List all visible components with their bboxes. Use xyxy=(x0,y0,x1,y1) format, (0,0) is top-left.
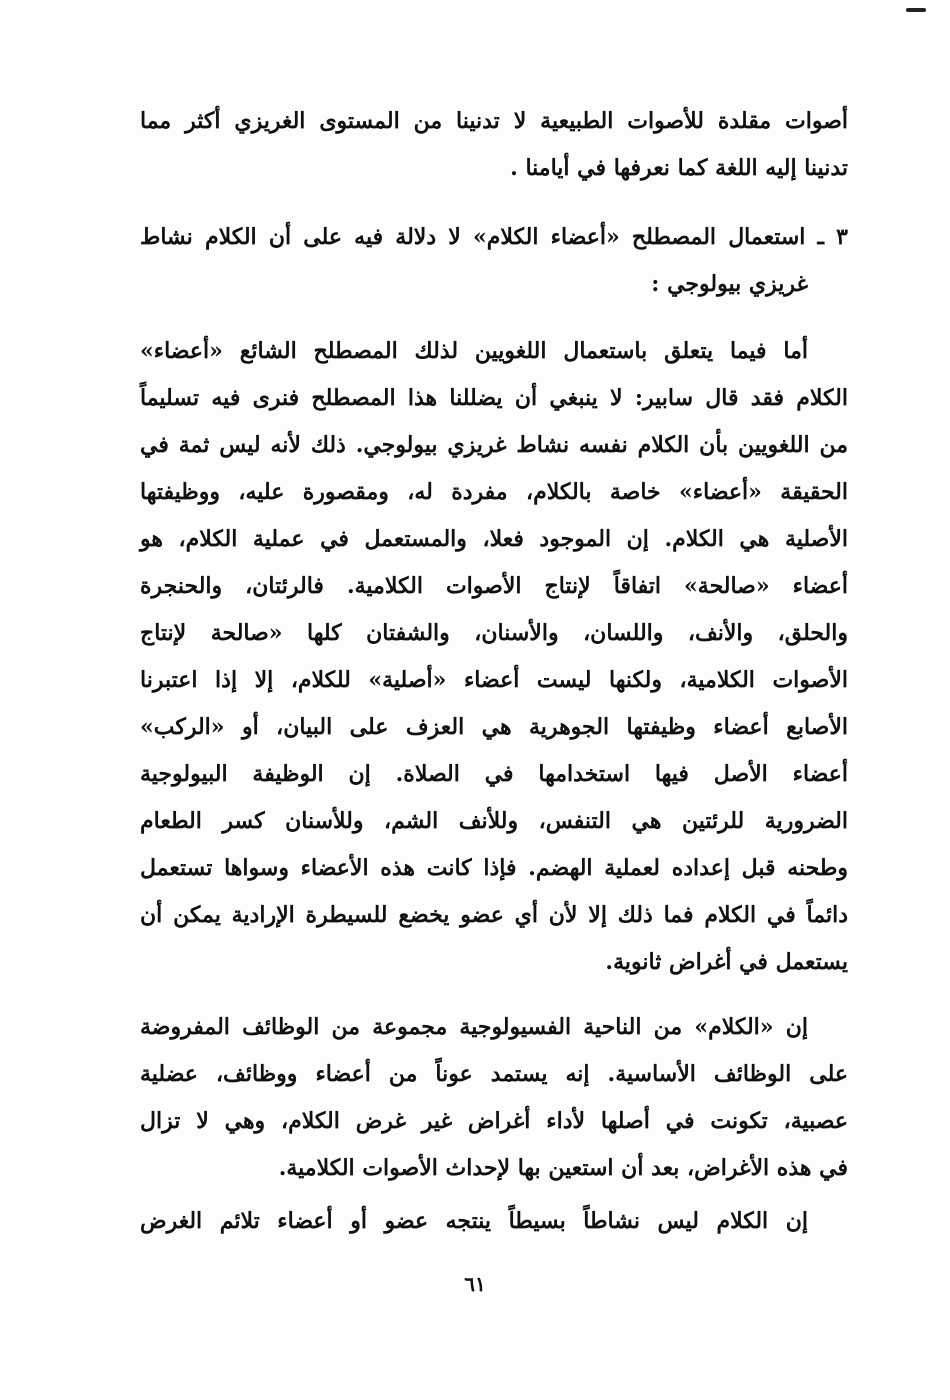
text-line: الأصوات الكلامية، ولكنها ليست أعضاء «أصلية» للكلام، إلا إذا اعتبرنا xyxy=(140,667,849,693)
text-line: من اللغويين بأن الكلام نفسه نشاط غريزي بيولوجي. ذلك لأنه ليس ثمة في xyxy=(140,432,848,458)
text-line: أعضاء «صالحة» اتفاقاً لإنتاج الأصوات الكلامية. فالرئتان، والحنجرة xyxy=(140,573,848,599)
text-line: الأصابع أعضاء وظيفتها الجوهرية هي العزف على البيان، أو «الركب» xyxy=(140,714,848,740)
text-line: أما فيما يتعلق باستعمال اللغويين لذلك المصطلح الشائع «أعضاء» xyxy=(140,338,808,364)
text-line: والحلق، والأنف، واللسان، والأسنان، والشفتان كلها «صالحة لإنتاج xyxy=(140,620,848,646)
text-line: أعضاء الأصل فيها استخدامها في الصلاة. إن الوظيفة البيولوجية xyxy=(140,761,848,787)
numbered-point-3 xyxy=(140,214,848,308)
text-line: الضرورية للرئتين هي التنفس، وللأنف الشم، وللأسنان كسر الطعام xyxy=(140,808,848,834)
text-line: إن «الكلام» من الناحية الفسيولوجية مجموعة من الوظائف المفروضة xyxy=(140,1014,808,1040)
scan-mark xyxy=(906,8,926,12)
text-line: أصوات مقلدة للأصوات الطبيعية لا تدنينا من المستوى الغريزي أكثر مما xyxy=(140,108,848,134)
page-number: ٦١ xyxy=(464,1272,486,1296)
page-text xyxy=(140,98,848,1245)
paragraph-sapir-quote xyxy=(140,328,848,986)
text-line: دائماً في الكلام فما ذلك إلا لأن أي عضو يخضع للسيطرة الإرادية يمكن أن xyxy=(140,902,848,928)
paragraph-final xyxy=(140,1198,848,1245)
text-line: الكلام فقد قال سابير: لا ينبغي أن يضللنا هذا المصطلح فنرى فيه تسليماً xyxy=(140,385,848,411)
text-line: وطحنه قبل إعداده لعملية الهضم. فإذا كانت هذه الأعضاء وسواها تستعمل xyxy=(140,855,848,881)
text-line: عصبية، تكونت في أصلها لأداء أغراض غير غرض الكلام، وهي لا تزال xyxy=(140,1108,848,1134)
text-line: في هذه الأغراض، بعد أن استعين بها لإحداث الأصوات الكلامية. xyxy=(278,1155,848,1181)
text-line: الأصلية هي الكلام. إن الموجود فعلا، والمستعمل في عملية الكلام، هو xyxy=(140,526,848,552)
text-line: إن الكلام ليس نشاطاً بسيطاً ينتجه عضو أو أعضاء تلائم الغرض xyxy=(140,1208,808,1234)
paragraph-physiology xyxy=(140,1004,848,1192)
text-line: تدنينا إليه اللغة كما نعرفها في أيامنا . xyxy=(510,155,848,181)
text-line: غريزي بيولوجي : xyxy=(651,271,808,297)
text-line: على الوظائف الأساسية. إنه يستمد عوناً من أعضاء ووظائف، عضلية xyxy=(140,1061,848,1087)
text-line: الحقيقة «أعضاء» خاصة بالكلام، مفردة له، ومقصورة عليه، ووظيفتها xyxy=(140,479,848,505)
text-line: يستعمل في أغراض ثانوية. xyxy=(605,949,848,975)
paragraph-1 xyxy=(140,98,848,192)
text-line: ٣ ـ استعمال المصطلح «أعضاء الكلام» لا دلالة فيه على أن الكلام نشاط xyxy=(140,224,848,250)
